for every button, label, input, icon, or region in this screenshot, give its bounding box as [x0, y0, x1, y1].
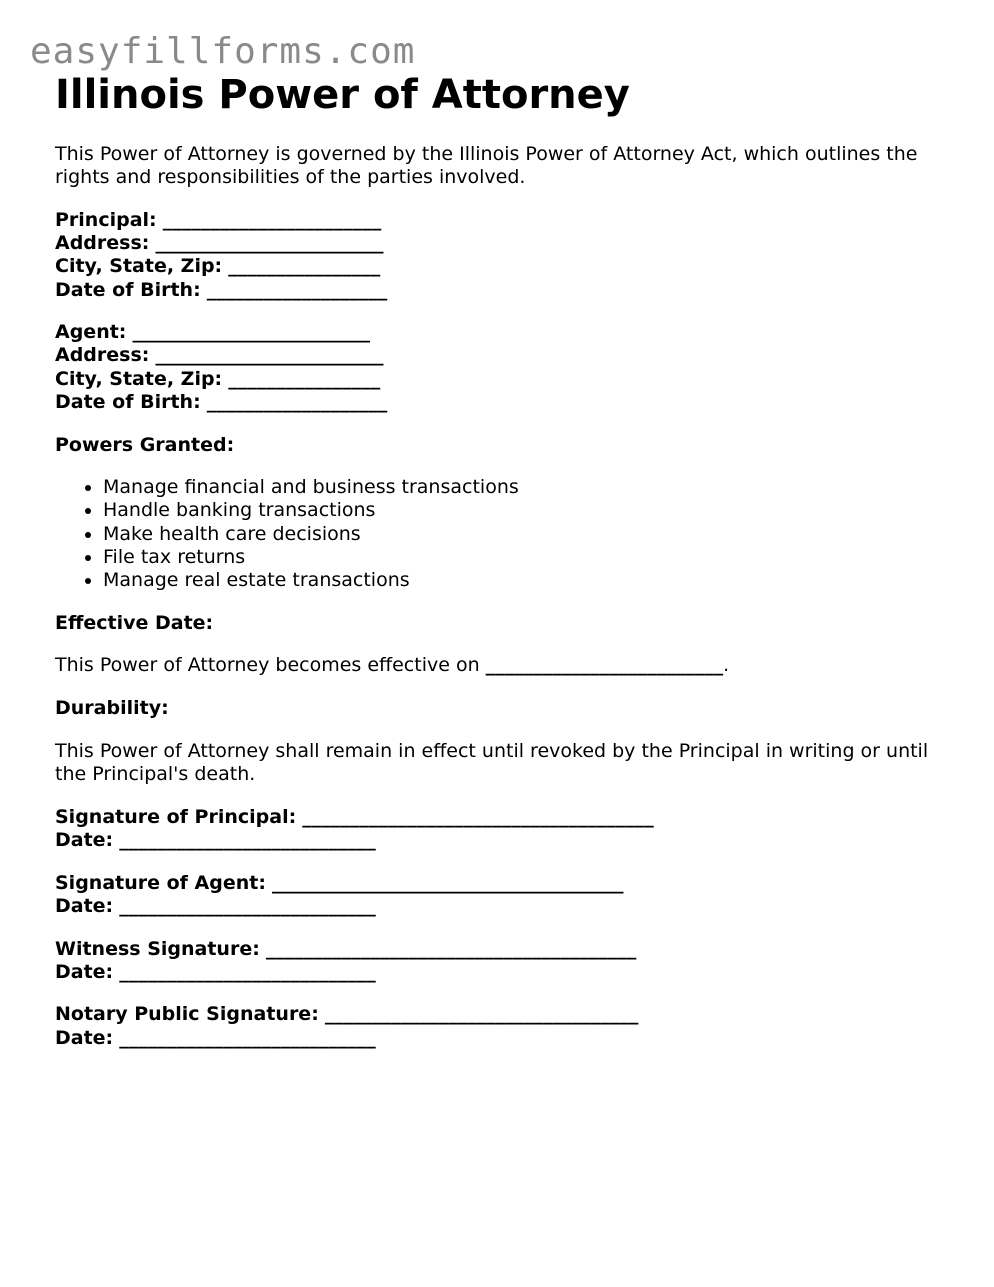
agent-dob-field[interactable]: [55, 391, 955, 414]
list-item: • Manage real estate transactions: [103, 569, 955, 592]
principal-signature-label: Signature of Principal:: [55, 805, 297, 828]
document-body: [55, 72, 955, 1050]
agent-city-label: City, State, Zip:: [55, 367, 223, 390]
agent-name-field[interactable]: [55, 321, 955, 344]
agent-name-blank[interactable]: _________________________: [132, 321, 370, 344]
agent-signature-date-field[interactable]: [55, 895, 955, 918]
effective-date-text: This Power of Attorney becomes effective on: [55, 654, 486, 677]
principal-name-blank[interactable]: _______________________: [162, 208, 382, 231]
principal-city-field[interactable]: [55, 255, 955, 278]
notary-signature-field[interactable]: [55, 1003, 955, 1026]
notary-signature-label: Notary Public Signature:: [55, 1003, 319, 1026]
powers-heading: Powers Granted:: [55, 433, 235, 456]
principal-signature-blank[interactable]: _____________________________________: [302, 805, 654, 828]
agent-section: [55, 321, 955, 414]
principal-name-label: Principal:: [55, 208, 157, 231]
principal-signature-date-field[interactable]: [55, 829, 955, 852]
agent-city-field[interactable]: [55, 368, 955, 391]
principal-city-label: City, State, Zip:: [55, 255, 223, 278]
principal-address-blank[interactable]: ________________________: [155, 232, 384, 255]
effective-date-period: .: [723, 654, 730, 677]
agent-address-label: Address:: [55, 344, 150, 367]
principal-signature-field[interactable]: [55, 806, 955, 829]
principal-signature-block: [55, 806, 955, 852]
notary-signature-block: [55, 1003, 955, 1049]
list-item: • Make health care decisions: [103, 523, 955, 546]
agent-address-blank[interactable]: ________________________: [155, 344, 384, 367]
principal-dob-field[interactable]: [55, 279, 955, 302]
principal-city-blank[interactable]: ________________: [228, 255, 381, 278]
agent-dob-label: Date of Birth:: [55, 390, 201, 413]
principal-dob-label: Date of Birth:: [55, 278, 201, 301]
witness-signature-field[interactable]: [55, 938, 955, 961]
date-blank[interactable]: ___________________________: [119, 828, 376, 851]
witness-signature-label: Witness Signature:: [55, 937, 260, 960]
date-label: Date:: [55, 1026, 114, 1049]
agent-signature-label: Signature of Agent:: [55, 871, 266, 894]
effective-date-blank[interactable]: _________________________: [485, 654, 724, 677]
agent-signature-field[interactable]: [55, 872, 955, 895]
list-item: • File tax returns: [103, 546, 955, 569]
principal-address-field[interactable]: [55, 232, 955, 255]
intro-paragraph: This Power of Attorney is governed by the Illinois Power of Attorney Act, which outlines the rights and responsibilities of the parties involved.: [55, 143, 918, 189]
principal-name-field[interactable]: [55, 209, 955, 232]
notary-signature-blank[interactable]: _________________________________: [324, 1003, 639, 1026]
witness-signature-blank[interactable]: _______________________________________: [265, 937, 637, 960]
date-blank[interactable]: ___________________________: [119, 960, 376, 983]
effective-date-paragraph: [55, 654, 955, 677]
date-label: Date:: [55, 960, 114, 983]
effective-date-heading: Effective Date:: [55, 611, 214, 634]
date-blank[interactable]: ___________________________: [119, 1026, 376, 1049]
agent-signature-block: [55, 872, 955, 918]
date-blank[interactable]: ___________________________: [119, 894, 376, 917]
principal-address-label: Address:: [55, 232, 150, 255]
principal-section: [55, 209, 955, 302]
agent-city-blank[interactable]: ________________: [228, 367, 381, 390]
date-label: Date:: [55, 894, 114, 917]
witness-signature-date-field[interactable]: [55, 961, 955, 984]
watermark: easyfillforms.com: [30, 31, 416, 72]
agent-dob-blank[interactable]: ___________________: [206, 390, 388, 413]
list-item: • Manage financial and business transactions: [103, 476, 955, 499]
durability-heading: Durability:: [55, 697, 169, 720]
durability-paragraph: This Power of Attorney shall remain in effect until revoked by the Principal in writing or until the Principal's death.: [55, 739, 929, 786]
list-item: • Handle banking transactions: [103, 499, 955, 522]
date-label: Date:: [55, 828, 114, 851]
agent-address-field[interactable]: [55, 344, 955, 367]
agent-name-label: Agent:: [55, 321, 127, 344]
notary-signature-date-field[interactable]: [55, 1027, 955, 1050]
powers-list: [55, 476, 955, 592]
page-title: Illinois Power of Attorney: [55, 72, 630, 118]
witness-signature-block: [55, 938, 955, 984]
principal-dob-blank[interactable]: ___________________: [206, 278, 388, 301]
agent-signature-blank[interactable]: _____________________________________: [272, 871, 624, 894]
